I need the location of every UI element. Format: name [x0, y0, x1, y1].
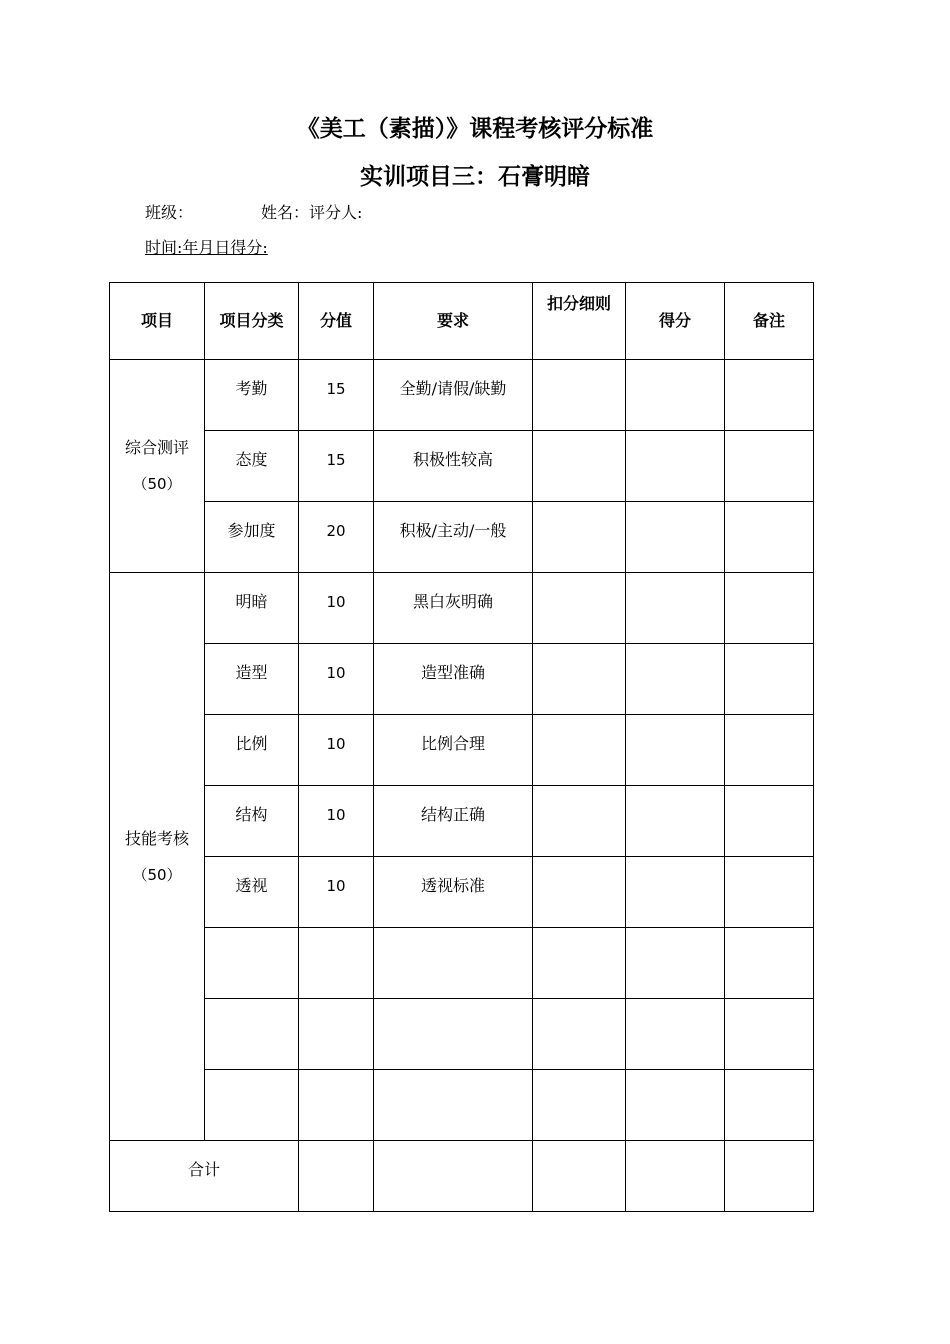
empty-cell[interactable] — [626, 928, 725, 999]
total-deduction-cell[interactable] — [533, 1141, 626, 1212]
empty-cell[interactable] — [626, 1070, 725, 1141]
remark-cell[interactable] — [725, 573, 814, 644]
score-cell: 10 — [299, 857, 374, 928]
score-table — [109, 282, 814, 1212]
empty-cell[interactable] — [299, 999, 374, 1070]
empty-cell[interactable] — [374, 1070, 533, 1141]
category-cell: 参加度 — [205, 502, 299, 573]
empty-cell[interactable] — [725, 928, 814, 999]
score-cell: 10 — [299, 573, 374, 644]
requirement-cell: 结构正确 — [374, 786, 533, 857]
category-cell: 态度 — [205, 431, 299, 502]
score-cell: 10 — [299, 786, 374, 857]
group-cell-skills — [110, 573, 205, 1141]
empty-cell[interactable] — [533, 928, 626, 999]
score-cell: 10 — [299, 715, 374, 786]
total-remark-cell[interactable] — [725, 1141, 814, 1212]
group-points: （50） — [132, 475, 182, 493]
header-got: 得分 — [626, 283, 725, 360]
group-name: 综合测评 — [124, 438, 189, 457]
deduction-cell[interactable] — [533, 644, 626, 715]
time-label: 时间:年月日得分: — [145, 238, 268, 257]
table-row — [110, 786, 814, 857]
info-line-1 — [145, 200, 362, 223]
table-row — [110, 573, 814, 644]
remark-cell[interactable] — [725, 360, 814, 431]
got-cell[interactable] — [626, 715, 725, 786]
got-cell[interactable] — [626, 431, 725, 502]
score-cell: 10 — [299, 644, 374, 715]
deduction-cell[interactable] — [533, 360, 626, 431]
table-row — [110, 857, 814, 928]
got-cell[interactable] — [626, 360, 725, 431]
deduction-cell[interactable] — [533, 502, 626, 573]
requirement-cell: 比例合理 — [374, 715, 533, 786]
remark-cell[interactable] — [725, 431, 814, 502]
empty-row — [110, 999, 814, 1070]
group-name: 技能考核 — [124, 828, 189, 848]
score-cell: 15 — [299, 431, 374, 502]
empty-cell[interactable] — [725, 999, 814, 1070]
total-row — [110, 1141, 814, 1212]
got-cell[interactable] — [626, 786, 725, 857]
group-cell-comprehensive — [110, 360, 205, 573]
got-cell[interactable] — [626, 857, 725, 928]
class-label: 班级： — [145, 203, 194, 222]
empty-cell[interactable] — [533, 999, 626, 1070]
deduction-cell[interactable] — [533, 715, 626, 786]
category-cell: 造型 — [205, 644, 299, 715]
empty-cell[interactable] — [374, 928, 533, 999]
header-item: 项目 — [110, 283, 205, 360]
header-category: 项目分类 — [205, 283, 299, 360]
remark-cell[interactable] — [725, 857, 814, 928]
category-cell: 考勤 — [205, 360, 299, 431]
table-header-row — [110, 283, 814, 360]
got-cell[interactable] — [626, 573, 725, 644]
header-remark: 备注 — [725, 283, 814, 360]
empty-cell[interactable] — [533, 1070, 626, 1141]
header-deduction: 扣分细则 — [533, 283, 626, 360]
group-points: （50） — [132, 865, 182, 884]
page-subtitle: 实训项目三：石膏明暗 — [360, 164, 590, 190]
empty-row — [110, 1070, 814, 1141]
got-cell[interactable] — [626, 502, 725, 573]
category-cell: 明暗 — [205, 573, 299, 644]
score-cell: 15 — [299, 360, 374, 431]
remark-cell[interactable] — [725, 786, 814, 857]
category-cell: 结构 — [205, 786, 299, 857]
requirement-cell: 积极/主动/一般 — [374, 502, 533, 573]
empty-cell[interactable] — [299, 928, 374, 999]
deduction-cell[interactable] — [533, 431, 626, 502]
table-row — [110, 360, 814, 431]
deduction-cell[interactable] — [533, 786, 626, 857]
empty-cell[interactable] — [205, 928, 299, 999]
deduction-cell[interactable] — [533, 857, 626, 928]
empty-cell[interactable] — [205, 999, 299, 1070]
requirement-cell: 造型准确 — [374, 644, 533, 715]
empty-cell[interactable] — [725, 1070, 814, 1141]
requirement-cell: 透视标准 — [374, 857, 533, 928]
total-score-cell[interactable] — [299, 1141, 374, 1212]
category-cell: 透视 — [205, 857, 299, 928]
empty-row — [110, 928, 814, 999]
empty-cell[interactable] — [374, 999, 533, 1070]
remark-cell[interactable] — [725, 644, 814, 715]
table-row — [110, 715, 814, 786]
name-label: 姓名：评分人: — [261, 203, 363, 222]
table-row — [110, 431, 814, 502]
header-requirement: 要求 — [374, 283, 533, 360]
requirement-cell: 黑白灰明确 — [374, 573, 533, 644]
page-title: 《美工（素描）》课程考核评分标准 — [296, 116, 654, 142]
total-requirement-cell[interactable] — [374, 1141, 533, 1212]
total-got-cell[interactable] — [626, 1141, 725, 1212]
remark-cell[interactable] — [725, 715, 814, 786]
requirement-cell: 积极性较高 — [374, 431, 533, 502]
deduction-cell[interactable] — [533, 573, 626, 644]
empty-cell[interactable] — [299, 1070, 374, 1141]
got-cell[interactable] — [626, 644, 725, 715]
header-score: 分值 — [299, 283, 374, 360]
table-row — [110, 502, 814, 573]
empty-cell[interactable] — [205, 1070, 299, 1141]
score-cell: 20 — [299, 502, 374, 573]
remark-cell[interactable] — [725, 502, 814, 573]
category-cell: 比例 — [205, 715, 299, 786]
empty-cell[interactable] — [626, 999, 725, 1070]
total-label: 合计 — [110, 1141, 299, 1212]
requirement-cell: 全勤/请假/缺勤 — [374, 360, 533, 431]
table-row — [110, 644, 814, 715]
